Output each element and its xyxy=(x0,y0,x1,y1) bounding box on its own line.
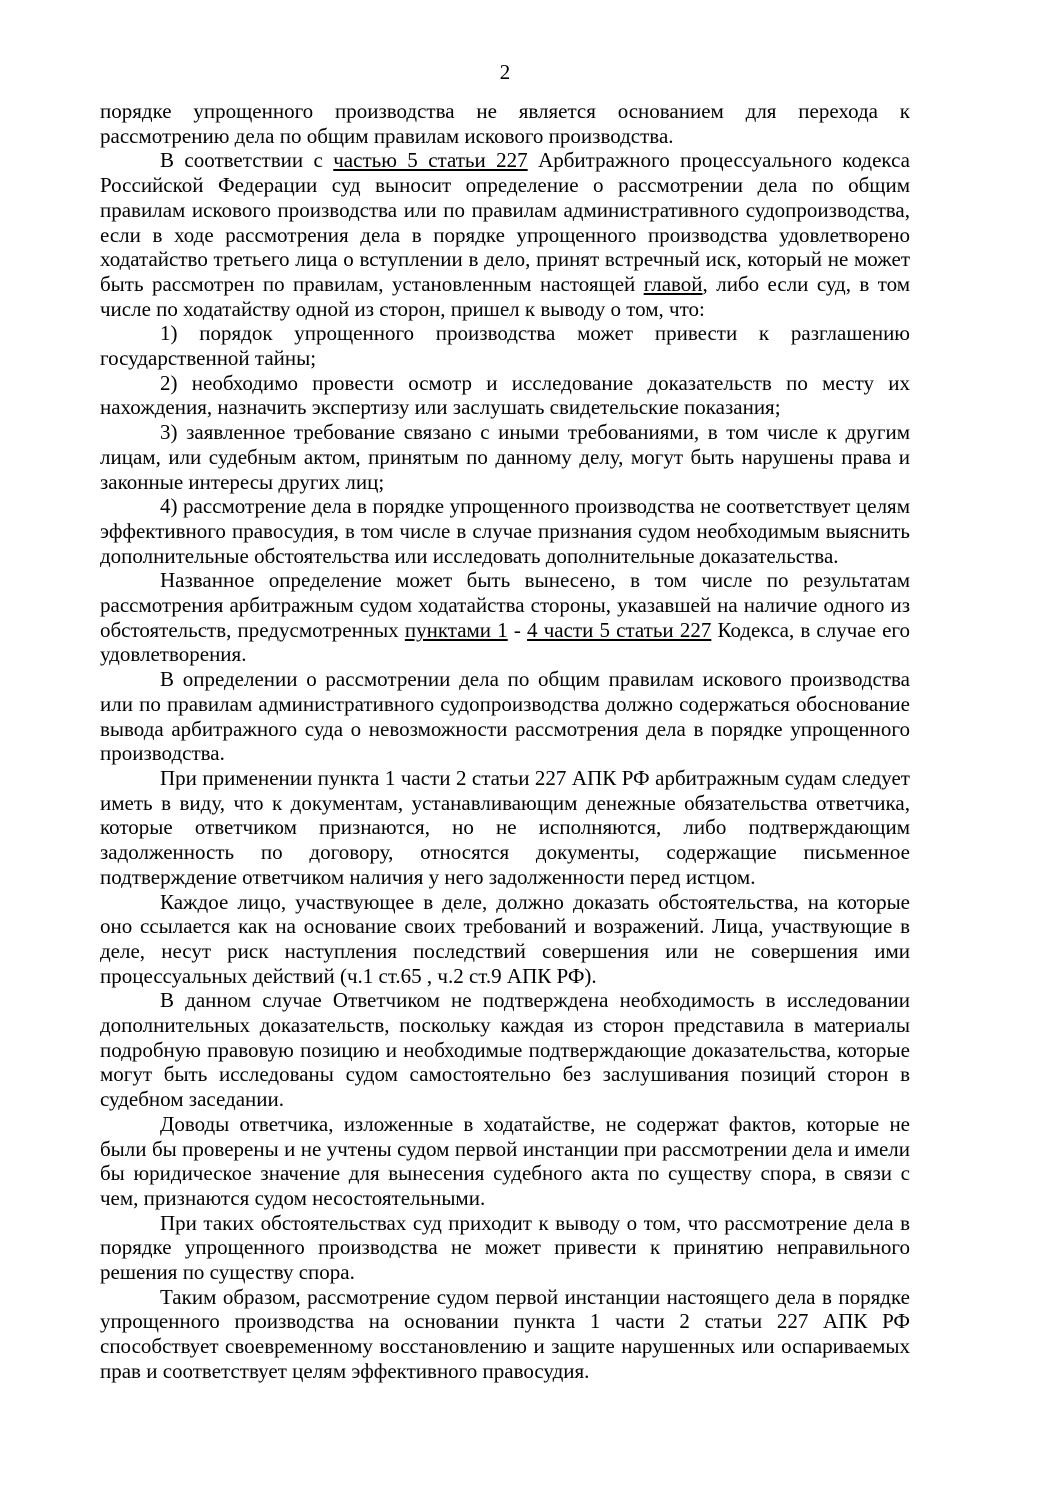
underlined-citation: пунктами 1 xyxy=(404,617,508,642)
paragraph xyxy=(100,667,910,766)
paragraph xyxy=(100,494,910,568)
paragraph xyxy=(100,1211,910,1285)
paragraph xyxy=(100,1112,910,1211)
text-run: порядке упрощенного производства не является основанием для перехода к рассмотрению дела по общим правилам искового производства. xyxy=(100,99,910,148)
text-run: , либо если суд, в том числе по ходатайству одной из сторон, пришел к выводу о том, что: xyxy=(100,271,911,321)
text-run: Таким образом, рассмотрение судом первой инстанции настоящего дела в порядке упрощенного производства на основании пункта 1 части 2 статьи 227 АПК РФ способствует своевременному восстановлению и защите нарушенных или оспариваемых прав и соответствует целям эффективного правосудия. xyxy=(100,1284,910,1383)
paragraph xyxy=(100,890,910,989)
paragraph xyxy=(100,988,910,1112)
text-run: В определении о рассмотрении дела по общим правилам искового производства или по правилам административного судопроизводства должно содержаться обоснование вывода арбитражного суда о невозможности рассмотрения дела в порядке упрощенного производства. xyxy=(100,667,910,766)
paragraph xyxy=(100,1285,910,1384)
text-run: - xyxy=(507,617,528,642)
paragraph xyxy=(100,99,910,148)
paragraph xyxy=(100,321,910,370)
text-run: 2) необходимо провести осмотр и исследование доказательств по месту их нахождения, назначить экспертизу или заслушать свидетельские показания; xyxy=(100,370,910,420)
paragraph xyxy=(100,148,910,321)
text-run: При таких обстоятельствах суд приходит к выводу о том, что рассмотрение дела в порядке упрощенного производства не может привести к принятию неправильного решения по существу спора. xyxy=(100,1210,910,1285)
text-run: В данном случае Ответчиком не подтверждена необходимость в исследовании дополнительных доказательств, поскольку каждая из сторон представила в материалы подробную правовую позицию и необходимые подтверждающие доказательства, которые могут быть исследованы судом самостоятельно без заслушивания позиций сторон в судебном заседании. xyxy=(100,988,910,1112)
text-run: 4) рассмотрение дела в порядке упрощенного производства не соответствует целям эффективного правосудия, в том числе в случае признания судом необходимым выяснить дополнительные обстоятельства или исследовать дополнительные доказательства. xyxy=(100,494,910,568)
text-run: При применении пункта 1 части 2 статьи 227 АПК РФ арбитражным судам следует иметь в виду, что к документам, устанавливающим денежные обязательства ответчика, которые ответчиком признаются, но не исполняются, либо подтверждающим задолженность по договору, относятся документы, содержащие письменное подтверждение ответчиком наличия у него задолженности перед истцом. xyxy=(100,765,910,889)
underlined-citation: главой xyxy=(643,271,703,296)
text-run: 3) заявленное требование связано с иными требованиями, в том числе к другим лицам, или судебным актом, принятым по данному делу, могут быть нарушены права и законные интересы других лиц; xyxy=(100,420,910,494)
underlined-citation: 4 части 5 статьи 227 xyxy=(527,617,712,642)
paragraph xyxy=(100,568,910,667)
text-run: Кодекса, в случае его удовлетворения. xyxy=(100,617,911,667)
text-run: Доводы ответчика, изложенные в ходатайстве, не содержат фактов, которые не были бы проверены и не учтены судом первой инстанции при рассмотрении дела и имели бы юридическое значение для вынесения судебного акта по существу спора, в связи с чем, признаются судом несостоятельными. xyxy=(100,1111,910,1210)
paragraph xyxy=(100,420,910,494)
text-run: 1) порядок упрощенного производства может привести к разглашению государственной тайны; xyxy=(100,321,910,371)
text-run: В соответствии с xyxy=(160,148,334,173)
text-run: Арбитражного процессуального кодекса Российской Федерации суд выносит определение о рассмотрении дела по общим правилам искового производства или по правилам административного судопроизводства, если в ходе рассмотрения дела в порядке упрощенного производства удовлетворено ходатайство третьего лица о вступлении в дело, принят встречный иск, который не может быть рассмотрен по правилам, установленным настоящей xyxy=(100,148,910,296)
text-run: Каждое лицо, участвующее в деле, должно доказать обстоятельства, на которые оно ссылается как на основание своих требований и возражений. Лица, участвующие в деле, несут риск наступления последствий совершения или не совершения ими процессуальных действий (ч.1 ст.65 , ч.2 ст.9 АПК РФ). xyxy=(100,889,910,988)
page-number: 2 xyxy=(499,60,511,84)
paragraph xyxy=(100,766,910,890)
paragraph xyxy=(100,371,910,420)
document-body xyxy=(100,99,910,1384)
underlined-citation: частью 5 статьи 227 xyxy=(333,148,528,173)
text-run: Названное определение может быть вынесено, в том числе по результатам рассмотрения арбитражным судом ходатайства стороны, указавшей на наличие одного из обстоятельств, предусмотренных xyxy=(100,568,910,642)
